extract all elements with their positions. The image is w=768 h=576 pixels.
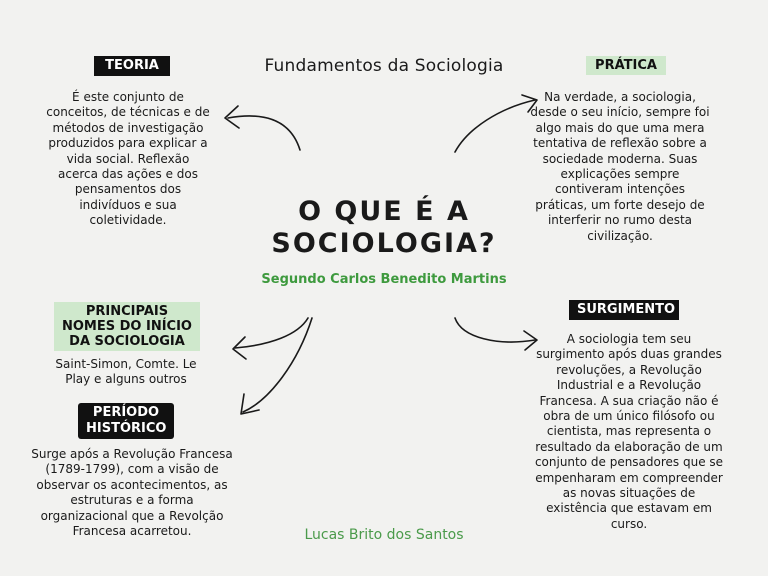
central-question: O QUE É A SOCIOLOGIA? [271, 196, 497, 259]
author-name: Lucas Brito dos Santos [304, 527, 464, 543]
teoria-text: É este conjunto de conceitos, de técnicas e de métodos de investigação produzidos para explicar a vida social. Reflexão acerca das ações e dos pensamentos dos indivíduos e sua coletividade. [46, 90, 210, 228]
teoria-label: TEORIA [94, 56, 170, 76]
arrow-icon [241, 318, 312, 414]
principais-nomes-label: PRINCIPAIS NOMES DO INÍCIO DA SOCIOLOGIA [54, 302, 200, 351]
arrow-icon [455, 95, 537, 152]
surgimento-label: SURGIMENTO [569, 300, 679, 320]
arrow-icon [455, 318, 537, 350]
pratica-text: Na verdade, a sociologia, desde o seu início, sempre foi algo mais do que uma mera tentativa de reflexão sobre a sociedade moderna. Suas explicações sempre contiveram intenções práticas, um forte desejo de interferir no rumo desta civilização. [530, 90, 710, 243]
page-title: Fundamentos da Sociologia [264, 56, 504, 76]
central-subtitle: Segundo Carlos Benedito Martins [261, 272, 507, 287]
pratica-label: PRÁTICA [586, 56, 666, 75]
periodo-historico-label: PERÍODO HISTÓRICO [78, 403, 174, 439]
periodo-historico-text: Surge após a Revolução Francesa (1789-1799), com a visão de observar os acontecimentos, as estruturas e a forma organizacional que a Revolção Francesa acarretou. [31, 447, 233, 539]
surgimento-text: A sociologia tem seu surgimento após duas grandes revoluções, a Revolução Industrial e a Revolução Francesa. A sua criação não é obra de um único filósofo ou cientista, mas representa o resultado da elaboração de um conjunto de pensadores que se empenharam em compreender as novas situações de existência que estavam em curso. [534, 332, 724, 531]
principais-nomes-text: Saint-Simon, Comte. Le Play e alguns outros [55, 357, 197, 387]
arrow-icon [225, 106, 300, 150]
